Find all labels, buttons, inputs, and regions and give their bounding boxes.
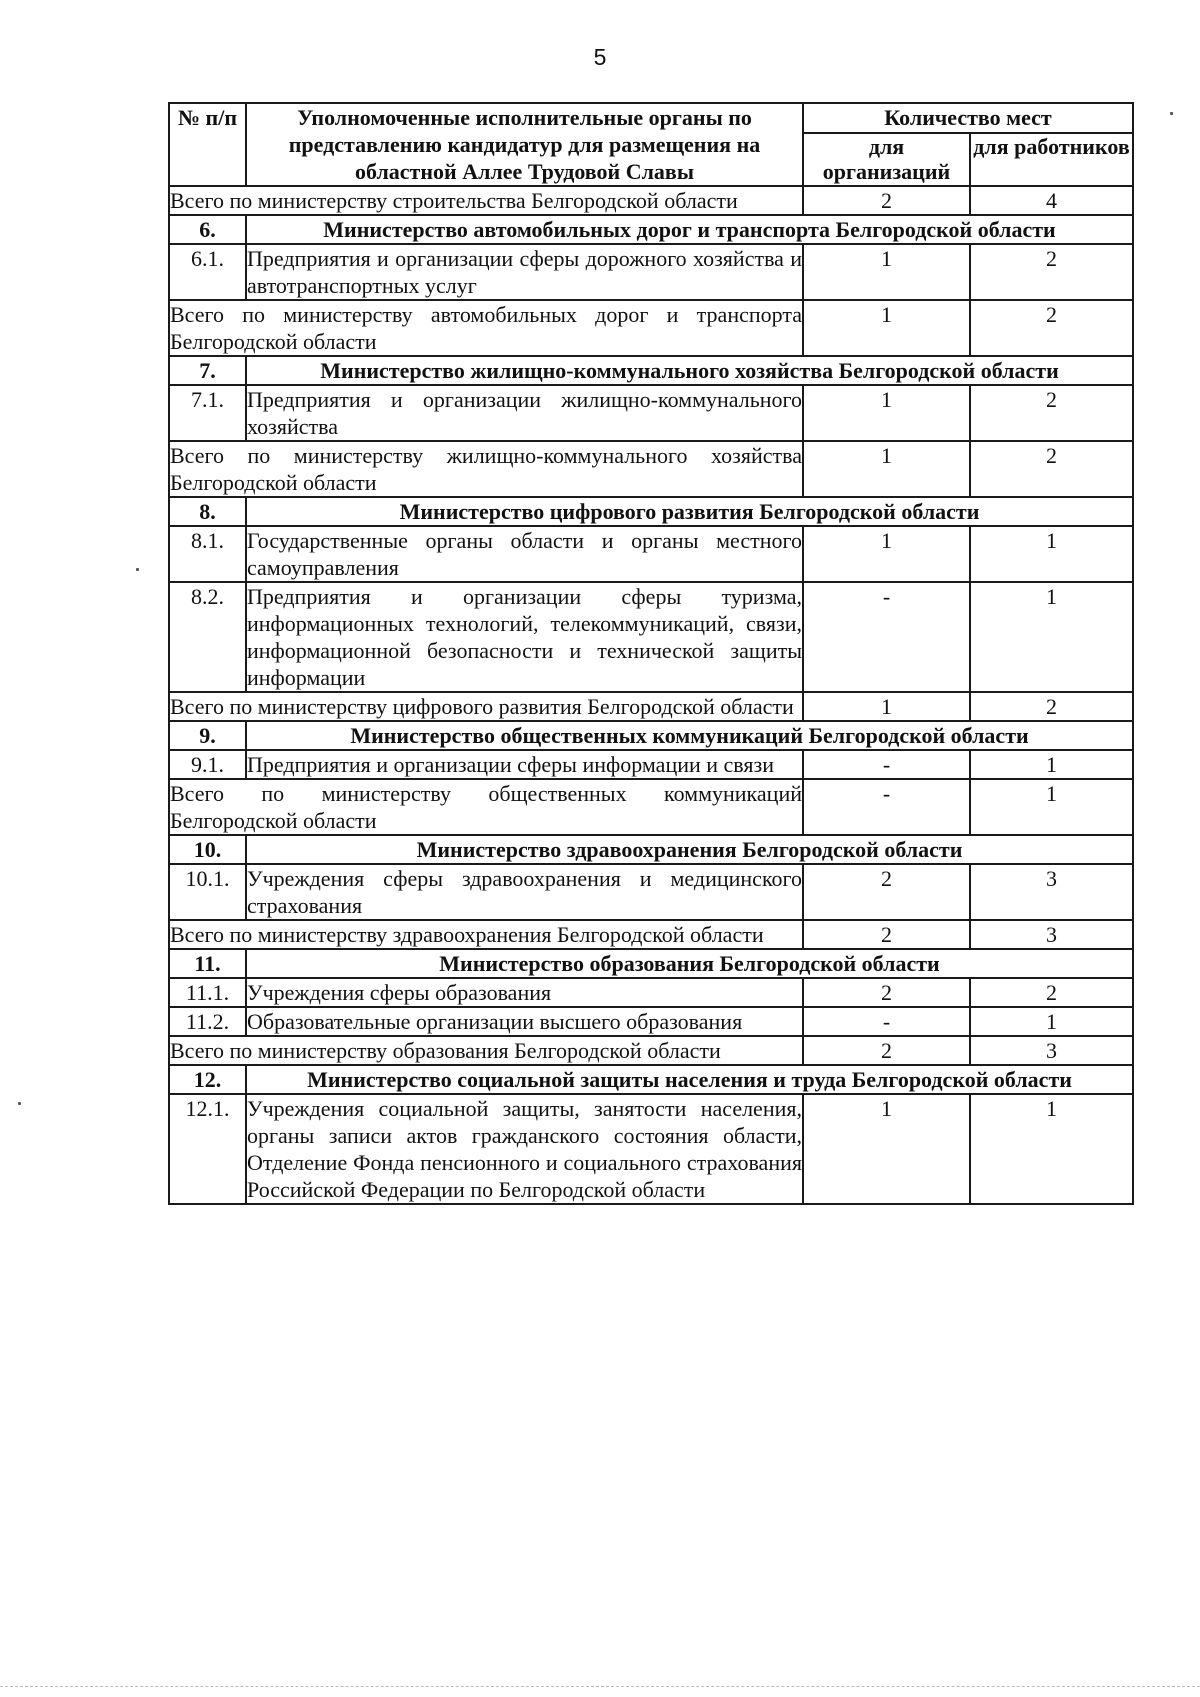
workers-count: 1 — [970, 750, 1133, 779]
total-label: Всего по министерству образования Белгородской области — [169, 1036, 803, 1065]
organizations-total: 1 — [803, 692, 970, 721]
organizations-count: 2 — [803, 864, 970, 920]
item-row — [169, 750, 1133, 779]
item-description: Учреждения сферы здравоохранения и медицинского страхования — [247, 866, 802, 918]
item-number: 11.2. — [169, 1007, 246, 1036]
workers-total: 1 — [970, 779, 1133, 835]
section-title: Министерство цифрового развития Белгородской области — [246, 497, 1133, 526]
total-label: Всего по министерству здравоохранения Белгородской области — [169, 920, 803, 949]
workers-count: 1 — [970, 1007, 1133, 1036]
workers-count: 2 — [970, 978, 1133, 1007]
section-row — [169, 497, 1133, 526]
item-row — [169, 1007, 1133, 1036]
section-row — [169, 356, 1133, 385]
item-row — [169, 582, 1133, 692]
workers-total: 2 — [970, 300, 1133, 356]
section-title: Министерство жилищно-коммунального хозяйства Белгородской области — [246, 356, 1133, 385]
section-number: 10. — [169, 835, 246, 864]
organizations-total: 1 — [803, 441, 970, 497]
section-number: 6. — [169, 215, 246, 244]
section-title: Министерство социальной защиты населения и труда Белгородской области — [246, 1065, 1133, 1094]
section-row — [169, 949, 1133, 978]
section-title: Министерство здравоохранения Белгородской области — [246, 835, 1133, 864]
organizations-total: - — [803, 779, 970, 835]
header-number: № п/п — [169, 103, 246, 186]
total-label: Всего по министерству строительства Белгородской области — [169, 186, 803, 215]
item-row — [169, 244, 1133, 300]
page-number: 5 — [593, 44, 607, 70]
organizations-count: 1 — [803, 526, 970, 582]
total-row — [169, 1036, 1133, 1065]
section-row — [169, 835, 1133, 864]
total-row — [169, 920, 1133, 949]
item-description: Учреждения сферы образования — [246, 978, 803, 1007]
section-number: 8. — [169, 497, 246, 526]
item-number: 12.1. — [169, 1094, 246, 1204]
workers-count: 3 — [970, 864, 1133, 920]
organizations-count: 1 — [803, 385, 970, 441]
workers-total: 3 — [970, 1036, 1133, 1065]
section-title: Министерство общественных коммуникаций Белгородской области — [246, 721, 1133, 750]
section-number: 9. — [169, 721, 246, 750]
item-description: Государственные органы области и органы местного самоуправления — [247, 528, 802, 580]
total-label: Всего по министерству цифрового развития Белгородской области — [169, 692, 803, 721]
total-label: Всего по министерству автомобильных дорог и транспорта Белгородской области — [170, 302, 802, 354]
organizations-count: - — [803, 1007, 970, 1036]
item-number: 7.1. — [169, 385, 246, 441]
item-number: 8.2. — [169, 582, 246, 692]
total-row — [169, 779, 1133, 835]
section-number: 7. — [169, 356, 246, 385]
scan-speck — [136, 568, 139, 571]
item-number: 8.1. — [169, 526, 246, 582]
item-description: Образовательные организации высшего образования — [246, 1007, 803, 1036]
total-row — [169, 186, 1133, 215]
item-description: Предприятия и организации сферы информации и связи — [246, 750, 803, 779]
allocation-table — [168, 102, 1134, 1205]
header-for-workers: для работников — [970, 133, 1133, 186]
scan-speck — [18, 1102, 21, 1105]
scan-edge — [0, 1686, 1200, 1687]
organizations-count: 2 — [803, 978, 970, 1007]
workers-count: 1 — [970, 582, 1133, 692]
workers-count: 1 — [970, 1094, 1133, 1204]
item-number: 6.1. — [169, 244, 246, 300]
total-row — [169, 692, 1133, 721]
header-quantity: Количество мест — [803, 103, 1133, 133]
section-title: Министерство образования Белгородской области — [246, 949, 1133, 978]
item-row — [169, 978, 1133, 1007]
item-description: Учреждения социальной защиты, занятости населения, органы записи актов гражданского состояния области, Отделение Фонда пенсионного и социального страхования Российской Федерации по Белгородской области — [247, 1096, 802, 1202]
item-row — [169, 864, 1133, 920]
total-label: Всего по министерству общественных коммуникаций Белгородской области — [170, 781, 802, 833]
workers-count: 1 — [970, 526, 1133, 582]
workers-total: 3 — [970, 920, 1133, 949]
item-row — [169, 385, 1133, 441]
organizations-total: 2 — [803, 186, 970, 215]
organizations-total: 2 — [803, 1036, 970, 1065]
scan-speck — [1170, 112, 1173, 115]
item-number: 10.1. — [169, 864, 246, 920]
workers-total: 2 — [970, 441, 1133, 497]
total-row — [169, 300, 1133, 356]
organizations-count: 1 — [803, 244, 970, 300]
organizations-count: - — [803, 582, 970, 692]
organizations-total: 2 — [803, 920, 970, 949]
item-number: 11.1. — [169, 978, 246, 1007]
total-row — [169, 441, 1133, 497]
section-number: 12. — [169, 1065, 246, 1094]
section-number: 11. — [169, 949, 246, 978]
section-title: Министерство автомобильных дорог и транспорта Белгородской области — [246, 215, 1133, 244]
item-description: Предприятия и организации сферы дорожного хозяйства и автотранспортных услуг — [247, 246, 802, 298]
item-number: 9.1. — [169, 750, 246, 779]
workers-total: 2 — [970, 692, 1133, 721]
workers-total: 4 — [970, 186, 1133, 215]
section-row — [169, 721, 1133, 750]
header-for-organizations: для организаций — [803, 133, 970, 186]
header-authority: Уполномоченные исполнительные органы по представлению кандидатур для размещения на областной Аллее Трудовой Славы — [246, 103, 803, 186]
organizations-count: 1 — [803, 1094, 970, 1204]
item-row — [169, 1094, 1133, 1204]
section-row — [169, 215, 1133, 244]
organizations-count: - — [803, 750, 970, 779]
total-label: Всего по министерству жилищно-коммунального хозяйства Белгородской области — [170, 443, 802, 495]
item-description: Предприятия и организации жилищно-коммунального хозяйства — [247, 387, 802, 439]
section-row — [169, 1065, 1133, 1094]
item-description: Предприятия и организации сферы туризма, информационных технологий, телекоммуникаций, связи, информационной безопасности и технической защиты информации — [247, 584, 802, 690]
item-row — [169, 526, 1133, 582]
workers-count: 2 — [970, 385, 1133, 441]
table-body — [169, 186, 1133, 1204]
workers-count: 2 — [970, 244, 1133, 300]
organizations-total: 1 — [803, 300, 970, 356]
